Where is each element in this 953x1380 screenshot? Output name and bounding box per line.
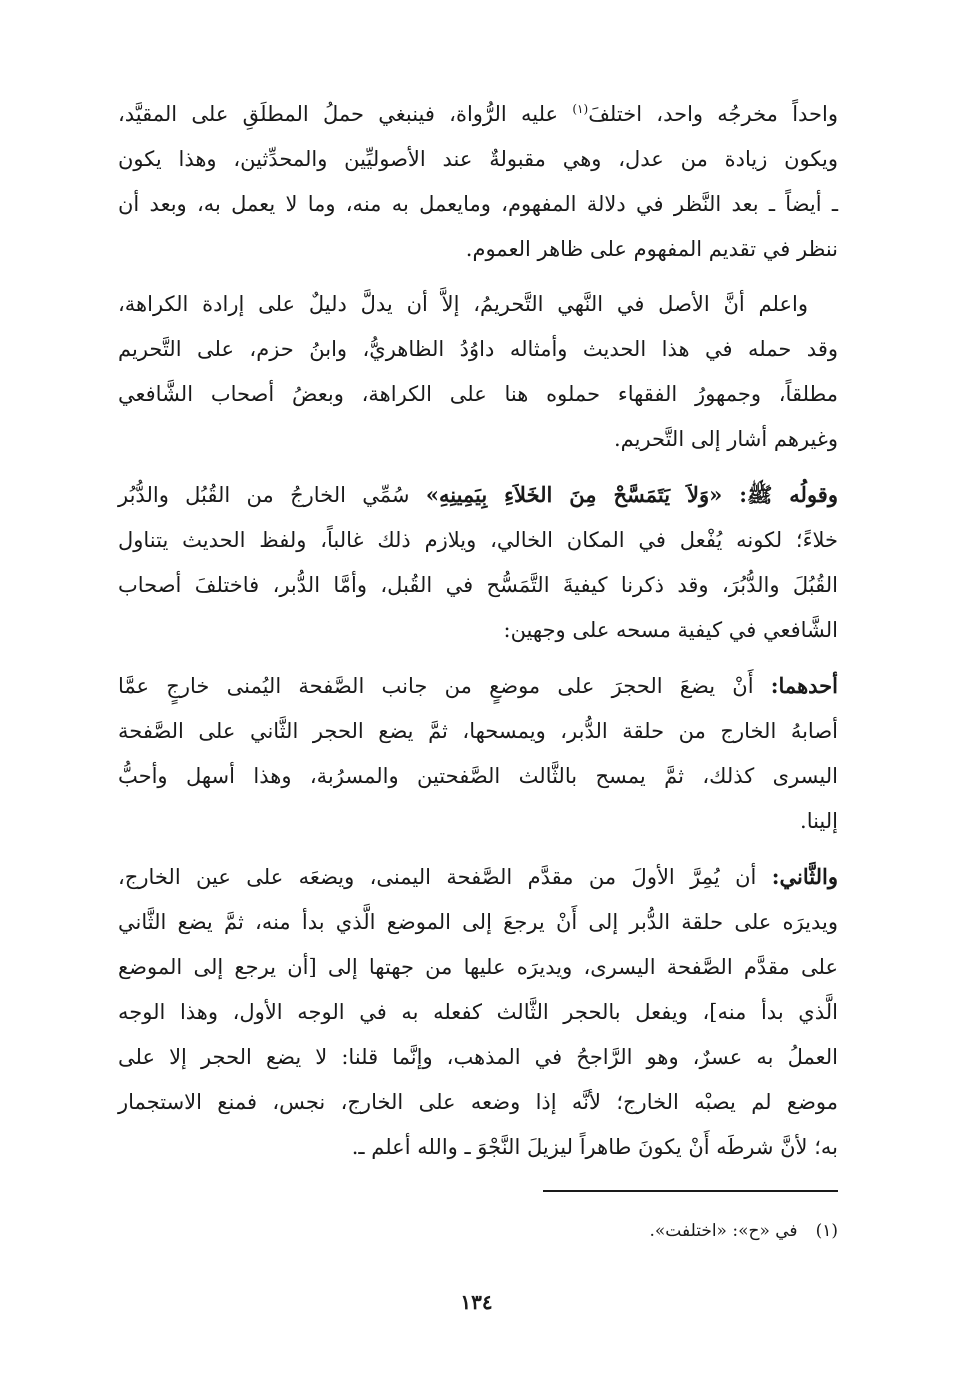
text-segment: سُمِّي الخارجُ من القُبُل والدُّبُر xyxy=(118,483,426,507)
section-label: والثَّاني: xyxy=(771,864,838,889)
text-line: مطلقاً، وجمهورُ الفقهاء حملوه هنا على الكراهة، وبعضُ أصحاب الشَّافعي xyxy=(118,382,838,406)
text-line: ويكون زيادة من عدل، وهي مقبولةٌ عند الأصوليِّين والمحدِّثين، وهذا يكون xyxy=(118,147,838,171)
text-line: الَّذي بدأ منه]، ويفعل بالحجر الثَّالث كفعله به في الوجه الأول، وهذا الوجه xyxy=(118,1000,838,1024)
text-line: أصابهُ الخارج من حلقة الدُّبر، ويمسحها، ثمَّ يضع الحجر الثَّاني على الصَّفحة xyxy=(118,719,838,743)
text-segment: أن يُمِرَّ الأولَ من مقدَّم الصَّفحة اليمنى، ويضعَه على عين الخارج، xyxy=(118,865,772,889)
paragraph-2 xyxy=(118,282,838,462)
text-line xyxy=(118,663,838,709)
section-label: أحدهما: xyxy=(770,673,838,698)
text-line: العملُ به عسرٌ، وهو الرَّاجحُ في المذهب، وإنَّما قلنا: لا يضع الحجر إلا على xyxy=(118,1045,838,1069)
text-segment: عليه الرُّواة، فينبغي حملُ المطلَقِ على المقيَّد، xyxy=(118,102,573,126)
text-line xyxy=(118,472,838,518)
hadith-quote: وقولُه ﷺ: «وَلاَ يَتَمَسَّحْ مِنَ الخَلاَءِ بِيَمِينِهِ» xyxy=(425,482,838,507)
paragraph-1 xyxy=(118,92,838,272)
text-line: ننظر في تقديم المفهوم على ظاهر العموم. xyxy=(465,237,838,261)
page-number: ١٣٤ xyxy=(460,1290,493,1314)
text-line: اليسرى كذلك، ثمَّ يمسح بالثَّالث الصَّفحتين والمسرُبة، وهذا أسهل وأحبُّ xyxy=(118,764,838,788)
footnote-ref: (١) xyxy=(572,102,589,116)
footnote xyxy=(500,1218,838,1244)
text-line: ـ أيضاً ـ بعد النَّظر في دلالة المفهوم، ومايعمل به منه، وما لا يعمل به، وبعد أن xyxy=(118,192,838,216)
text-line: ويديرَه على حلقة الدُّبر إلى أَنْ يرجعَ إلى الموضع الَّذي بدأ منه، ثمَّ يضع الثَّاني xyxy=(118,910,838,934)
footnote-divider xyxy=(543,1190,838,1192)
text-line: الشَّافعي في كيفية مسحه على وجهين: xyxy=(503,618,838,642)
text-segment: أَنْ يضعَ الحجرَ على موضعٍ من جانب الصَّفحة اليُمنى خارجٍ عمَّا xyxy=(118,674,771,698)
text-line: خلاءً؛ لكونه يُفْعل في المكان الخالي، ويلازم ذلك غالباً، ولفظ الحديث يتناول xyxy=(118,528,838,552)
text-line: به؛ لأنَّ شرطَه أَنْ يكونَ طاهراً ليزيلَ النَّجْوَ ـ والله أعلم ـ. xyxy=(351,1135,838,1159)
text-line: واعلم أنَّ الأصل في النَّهي التَّحريمُ، إلاَّ أن يدلَّ دليلٌ على إرادة الكراهة، xyxy=(118,292,808,316)
text-line: إلينا. xyxy=(800,809,838,833)
text-line xyxy=(118,92,838,137)
text-segment: واحداً مخرجُه واحد، اختلفَ xyxy=(588,102,839,126)
text-line: وقد حمله في هذا الحديث وأمثاله داوُدُ الظاهريُّ، وابنُ حزم، على التَّحريم xyxy=(118,337,838,361)
text-line xyxy=(118,854,838,900)
paragraph-3 xyxy=(118,472,838,653)
text-line: القُبُلَ والدُّبُرَ، وقد ذكرنا كيفيةَ التَّمَسُّح في القُبل، وأمَّا الدُّبر، فاختلفَ أصحاب xyxy=(118,573,838,597)
paragraph-5 xyxy=(118,854,838,1170)
main-text xyxy=(118,92,838,1180)
text-line: موضع لم يصبْه الخارج؛ لأنَّه إذا وضعه على الخارج، نجس، فمنع الاستجمار xyxy=(118,1090,838,1114)
footnote-text: في «ح»: «اختلفت». xyxy=(649,1221,798,1241)
paragraph-4 xyxy=(118,663,838,844)
text-line: على مقدَّم الصَّفحة اليسرى، ويديرَه عليها من جهتها إلى [أن يرجع إلى الموضع xyxy=(118,955,838,979)
footnote-number: (١) xyxy=(815,1221,838,1241)
text-line: وغيرهم أشار إلى التَّحريم. xyxy=(613,427,838,451)
